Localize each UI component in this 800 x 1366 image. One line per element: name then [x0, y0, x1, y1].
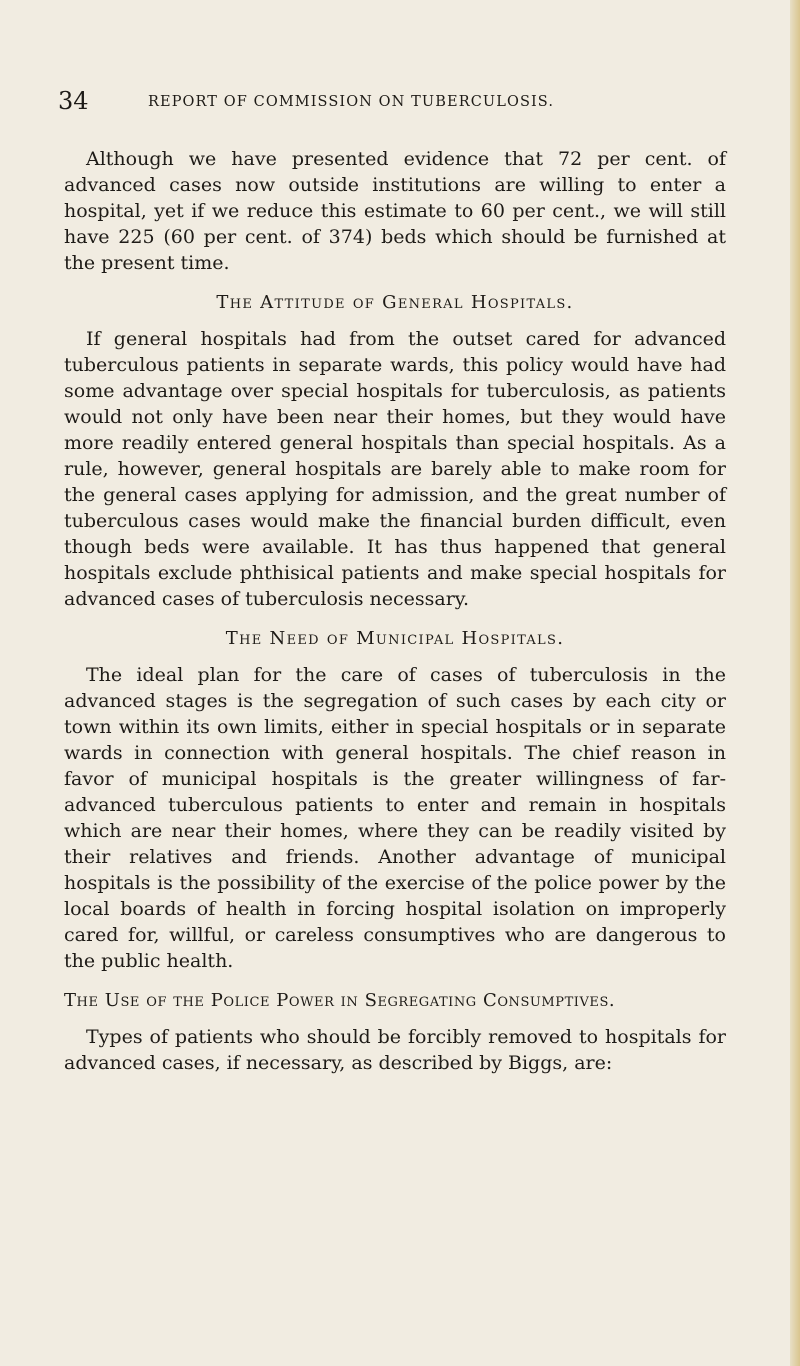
paragraph-2: If general hospitals had from the outset cared for advanced tuberculous patients in separate wards, this policy would have had some advantage over special hospitals for tuberculosis, as patients would not only have been near their homes, but they would have more readily entered general hospitals than special hospitals. As a rule, however, general hospitals are barely able to make room for the general cases applying for admission, and the great number of tuberculous cases would make the financial burden difficult, even though beds were available. It has thus happened that general hospitals exclude phthisical patients and make special hospitals for advanced cases of tuberculosis necessary.	[64, 328, 726, 610]
page-header	[58, 86, 698, 116]
section-heading-general-hospitals: The Attitude of General Hospitals.	[216, 292, 574, 313]
running-title: REPORT OF COMMISSION ON TUBERCULOSIS.	[148, 94, 555, 110]
paragraph-3: The ideal plan for the care of cases of tuberculosis in the advanced stages is the segregation of such cases by each city or town within its own limits, either in special hospitals or in separate wards in connection with general hospitals. The chief reason in favor of municipal hospitals is the greater willingness of far-advanced tuberculous patients to enter and remain in hospitals which are near their homes, where they can be readily visited by their relatives and friends. Another advantage of municipal hospitals is the possibility of the exercise of the police power by the local boards of health in forcing hospital isolation on improperly cared for, willful, or careless consumptives who are dangerous to the public health.	[64, 664, 726, 972]
section-heading-police-power: The Use of the Police Power in Segregating Consumptives.	[64, 990, 616, 1011]
page-body	[64, 146, 726, 1076]
paragraph-4: Types of patients who should be forcibly removed to hospitals for advanced cases, if necessary, as described by Biggs, are:	[64, 1026, 726, 1074]
page-edge	[790, 0, 800, 1366]
section-heading-municipal-hospitals: The Need of Municipal Hospitals.	[225, 628, 565, 649]
page-number: 34	[58, 87, 89, 115]
paragraph-1: Although we have presented evidence that 72 per cent. of advanced cases now outside institutions are willing to enter a hospital, yet if we reduce this estimate to 60 per cent., we will still have 225 (60 per cent. of 374) beds which should be furnished at the present time.	[64, 148, 726, 274]
